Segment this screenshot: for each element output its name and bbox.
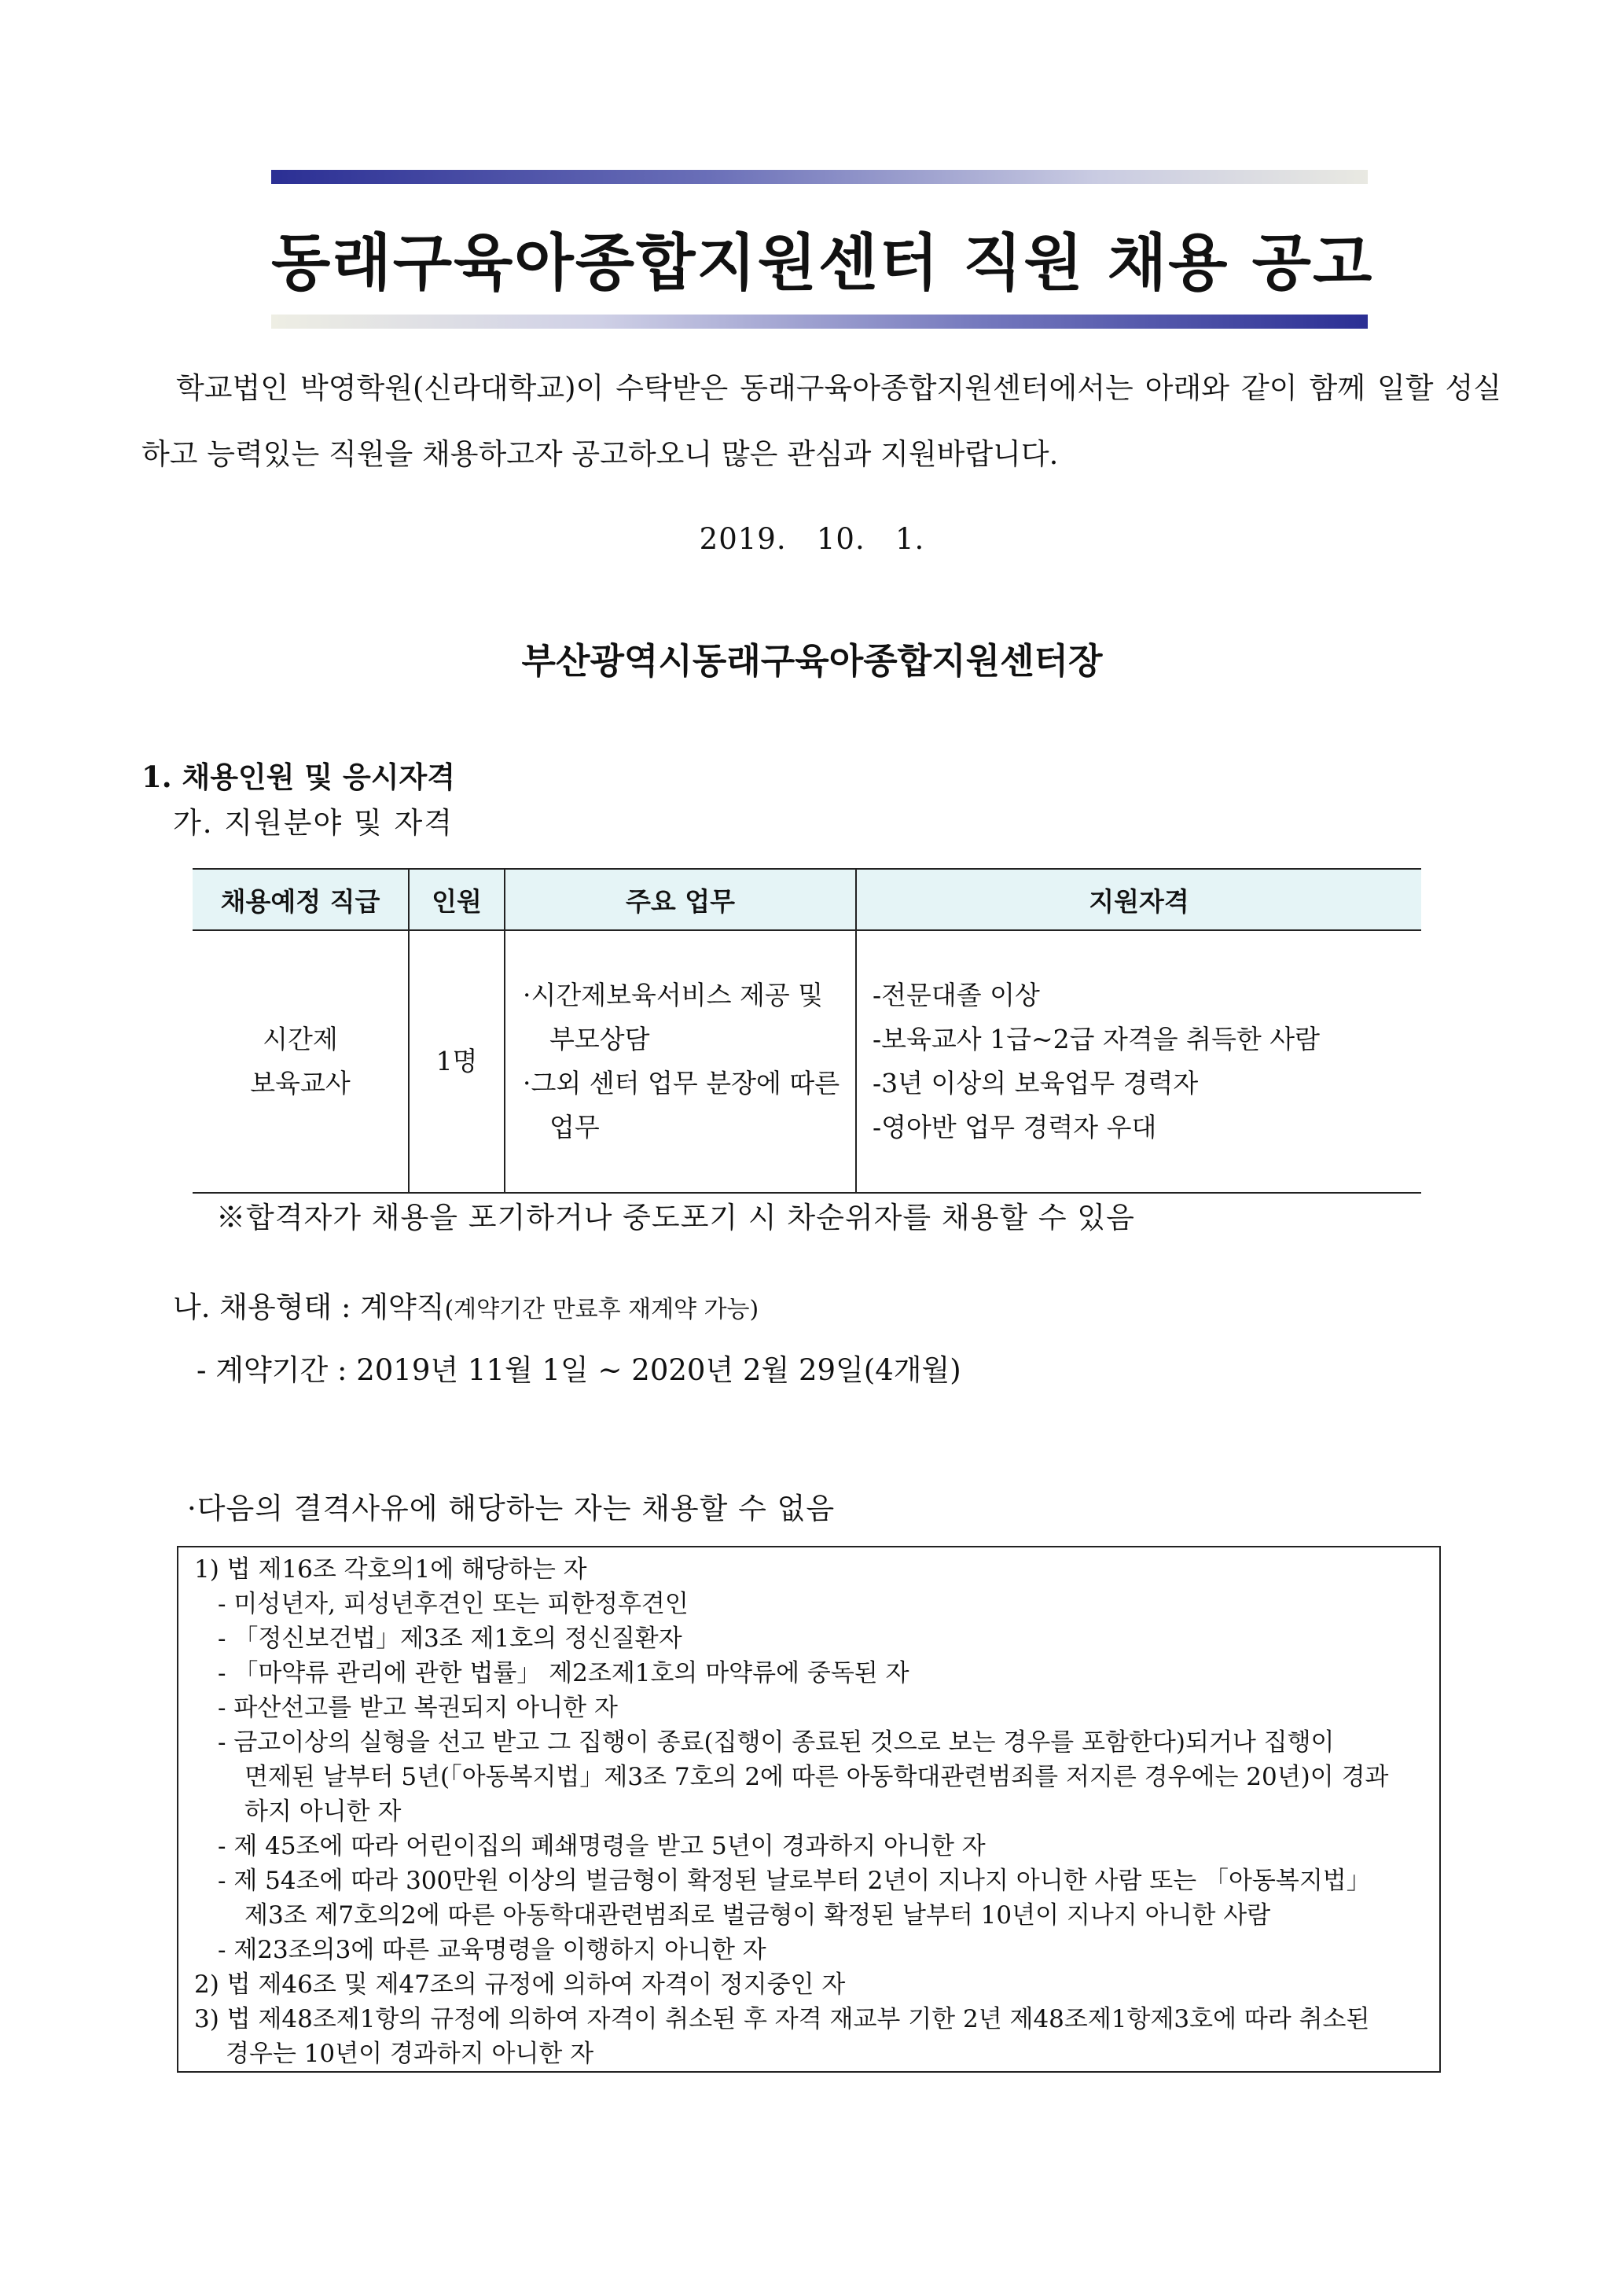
cell-qualifications [856,930,1421,1193]
header-duties: 주요 업무 [505,869,856,930]
header-position: 채용예정 직급 [193,869,409,930]
cell-count: 1명 [409,930,505,1193]
disqualification-box [177,1546,1441,2073]
recruitment-table [193,868,1421,1194]
list-item: - 「정신보건법」제3조 제1호의 정신질환자 [218,1624,682,1653]
list-item: - 제 54조에 따라 300만원 이상의 벌금형이 확정된 날로부터 2년이 지나지 아니한 사람 또는 「아동복지법」 [218,1867,1371,1895]
announcement-date: 2019. 10. 1. [699,522,925,556]
header-count: 인원 [409,869,505,930]
list-item: - 제23조의3에 따른 교육명령을 이행하지 아니한 자 [218,1936,766,1964]
title-bottom-bar [271,315,1368,329]
list-item-continuation: 제3조 제7호의2에 따른 아동학대관련범죄로 벌금형이 확정된 날부터 10년이 지나지 아니한 사람 [244,1901,1271,1930]
table-header-row [193,869,1421,930]
cell-position [193,930,409,1193]
contract-period: - 계약기간 : 2019년 11월 1일 ~ 2020년 2월 29일(4개월) [197,1353,961,1387]
qualification-item: -영아반 업무 경력자 우대 [873,1112,1157,1142]
subsection-heading: 가. 지원분야 및 자격 [173,806,454,840]
list-item: - 파산선고를 받고 복권되지 아니한 자 [218,1694,618,1722]
duty-item: ·그외 센터 업무 분장에 따른 업무 [523,1068,840,1142]
title-top-bar [271,170,1368,184]
list-item: - 금고이상의 실형을 선고 받고 그 집행이 종료(집행이 종료된 것으로 보는 경우를 포함한다)되거나 집행이 [218,1728,1335,1757]
list-item-continuation: 면제된 날부터 5년(「아동복지법」제3조 7호의 2에 따른 아동학대관련범죄를 저지른 경우에는 20년)이 경과 [244,1763,1389,1791]
qualification-item: -전문대졸 이상 [873,980,1040,1010]
list-item: 3) 법 제48조제1항의 규정에 의하여 자격이 취소된 후 자격 재교부 기한 2년 제48조제1항제3호에 따라 취소된 [194,2005,1370,2033]
employment-type-detail: (계약기간 만료후 재계약 가능) [444,1296,759,1323]
intro-paragraph: 학교법인 박영학원(신라대학교)이 수탁받은 동래구육아종합지원센터에서는 아래와 같이 함께 일할 성실하고 능력있는 직원을 채용하고자 공고하오니 많은 관심과 지원바랍니다. [141,371,1501,471]
position-line: 시간제 [263,1024,338,1054]
list-item-continuation: 하지 아니한 자 [244,1797,402,1826]
cell-duties [505,930,856,1193]
list-item: 2) 법 제46조 및 제47조의 규정에 의하여 자격이 정지중인 자 [194,1970,846,1999]
qualification-item: -보육교사 1급~2급 자격을 취득한 사람 [873,1024,1321,1054]
organization-name: 부산광역시동래구육아종합지원센터장 [521,640,1103,682]
disqualification-heading: ·다음의 결격사유에 해당하는 자는 채용할 수 없음 [187,1492,836,1525]
list-item: - 미성년자, 피성년후견인 또는 피한정후견인 [218,1590,689,1618]
list-item-continuation: 경우는 10년이 경과하지 아니한 자 [226,2040,594,2068]
duty-item: ·시간제보육서비스 제공 및 부모상담 [523,980,824,1054]
employment-type [173,1283,759,1326]
position-line: 보육교사 [250,1068,351,1098]
page-title: 동래구육아종합지원센터 직원 채용 공고 [271,228,1374,299]
list-item: 1) 법 제16조 각호의1에 해당하는 자 [194,1555,587,1584]
qualification-item: -3년 이상의 보육업무 경력자 [873,1068,1199,1098]
table-row [193,930,1421,1193]
header-qualifications: 지원자격 [856,869,1421,930]
list-item: - 제 45조에 따라 어린이집의 폐쇄명령을 받고 5년이 경과하지 아니한 자 [218,1832,986,1860]
list-item: - 「마약류 관리에 관한 법률」 제2조제1호의 마약류에 중독된 자 [218,1659,909,1687]
employment-type-label: 나. 채용형태 : 계약직 [173,1290,445,1324]
table-note: ※합격자가 채용을 포기하거나 중도포기 시 차순위자를 채용할 수 있음 [216,1201,1135,1234]
section-heading: 1. 채용인원 및 응시자격 [141,760,455,794]
